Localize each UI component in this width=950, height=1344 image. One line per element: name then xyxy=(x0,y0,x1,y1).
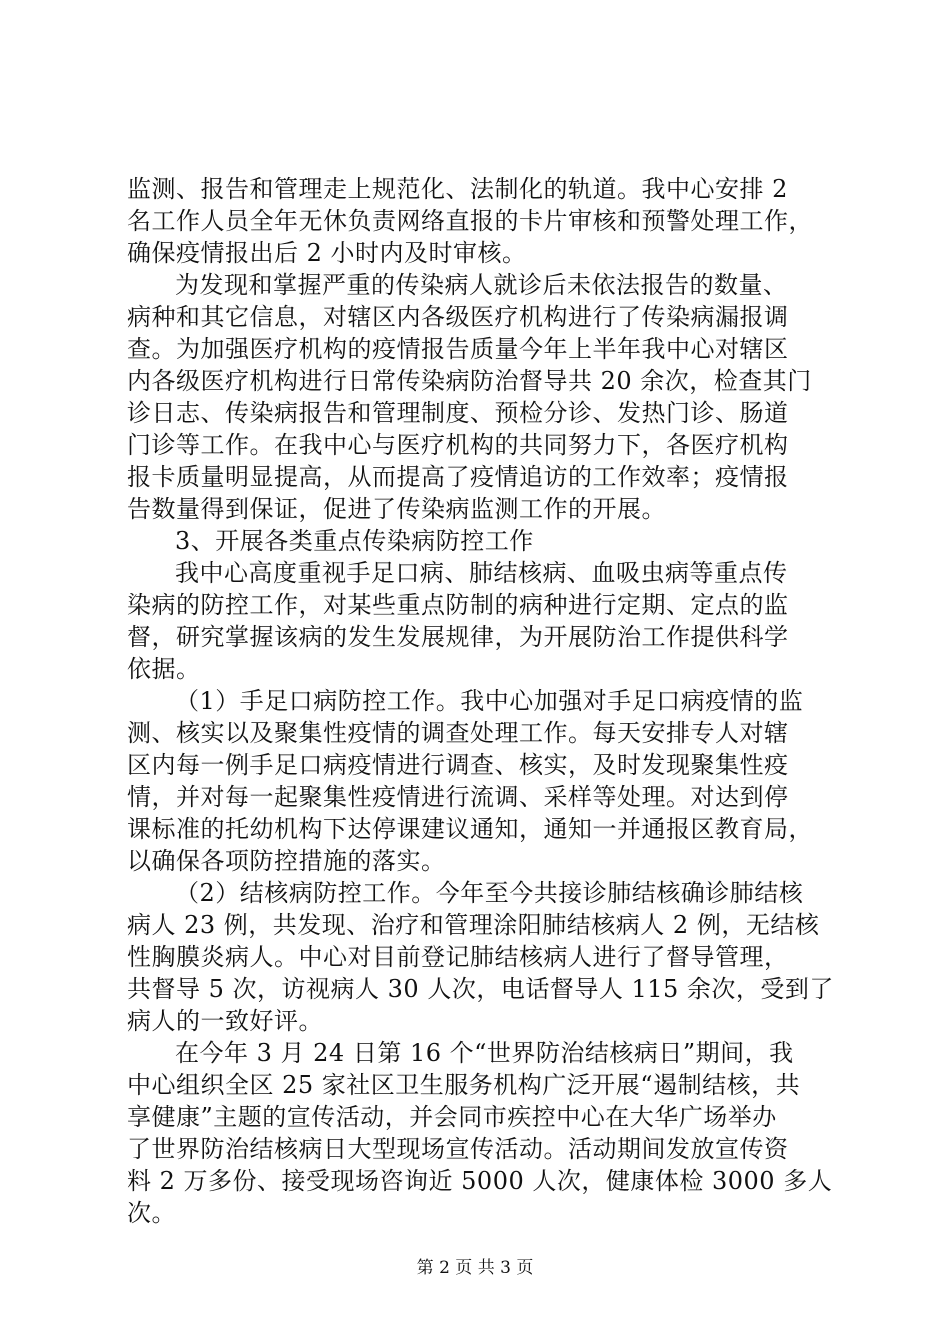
text-line: 以确保各项防控措施的落实。 xyxy=(127,847,446,875)
paragraph-start-line: 为发现和掌握严重的传染病人就诊后未依法报告的数量、 xyxy=(175,271,788,299)
text-line: 课标准的托幼机构下达停课建议通知，通知一并通报区教育局， xyxy=(127,815,813,843)
text-line: 次。 xyxy=(127,1199,176,1227)
text-line: 共督导 5 次，访视病人 30 人次，电话督导人 115 余次，受到了 xyxy=(127,975,834,1003)
paragraph-start-line: （2）结核病防控工作。今年至今共接诊肺结核确诊肺结核 xyxy=(175,879,804,907)
text-line: 确保疫情报出后 2 小时内及时审核。 xyxy=(127,239,527,267)
text-line: 享健康”主题的宣传活动，并会同市疾控中心在大华广场举办 xyxy=(127,1103,777,1131)
text-line: 诊日志、传染病报告和管理制度、预检分诊、发热门诊、肠道 xyxy=(127,399,789,427)
text-line: 名工作人员全年无休负责网络直报的卡片审核和预警处理工作， xyxy=(127,207,813,235)
page-number-footer: 第 2 页 共 3 页 xyxy=(416,1258,534,1278)
paragraph-start-line: 在今年 3 月 24 日第 16 个“世界防治结核病日”期间，我 xyxy=(175,1039,794,1067)
text-line: 告数量得到保证，促进了传染病监测工作的开展。 xyxy=(127,495,666,523)
section-heading: 3、开展各类重点传染病防控工作 xyxy=(175,527,534,555)
text-line: 情，并对每一起聚集性疫情进行流调、采样等处理。对达到停 xyxy=(127,783,789,811)
paragraph-start-line: 我中心高度重视手足口病、肺结核病、血吸虫病等重点传 xyxy=(175,559,788,587)
text-line: 病种和其它信息，对辖区内各级医疗机构进行了传染病漏报调 xyxy=(127,303,789,331)
text-line: 监测、报告和管理走上规范化、法制化的轨道。我中心安排 2 xyxy=(127,175,788,203)
text-line: 测、核实以及聚集性疫情的调查处理工作。每天安排专人对辖 xyxy=(127,719,789,747)
text-line: 病人 23 例，共发现、治疗和管理涂阳肺结核病人 2 例，无结核 xyxy=(127,911,820,939)
text-line: 病人的一致好评。 xyxy=(127,1007,323,1035)
text-line: 染病的防控工作，对某些重点防制的病种进行定期、定点的监 xyxy=(127,591,789,619)
text-line: 区内每一例手足口病疫情进行调查、核实，及时发现聚集性疫 xyxy=(127,751,789,779)
text-line: 料 2 万多份、接受现场咨询近 5000 人次，健康体检 3000 多人 xyxy=(127,1167,833,1195)
text-line: 内各级医疗机构进行日常传染病防治督导共 20 余次，检查其门 xyxy=(127,367,812,395)
text-line: 查。为加强医疗机构的疫情报告质量今年上半年我中心对辖区 xyxy=(127,335,789,363)
paragraph-start-line: （1）手足口病防控工作。我中心加强对手足口病疫情的监 xyxy=(175,687,804,715)
text-line: 报卡质量明显提高，从而提高了疫情追访的工作效率；疫情报 xyxy=(127,463,789,491)
text-line: 了世界防治结核病日大型现场宣传活动。活动期间发放宣传资 xyxy=(127,1135,789,1163)
text-line: 督，研究掌握该病的发生发展规律，为开展防治工作提供科学 xyxy=(127,623,789,651)
text-line: 中心组织全区 25 家社区卫生服务机构广泛开展“遏制结核，共 xyxy=(127,1071,801,1099)
text-line: 依据。 xyxy=(127,655,201,683)
text-line: 门诊等工作。在我中心与医疗机构的共同努力下，各医疗机构 xyxy=(127,431,789,459)
text-line: 性胸膜炎病人。中心对目前登记肺结核病人进行了督导管理， xyxy=(127,943,789,971)
